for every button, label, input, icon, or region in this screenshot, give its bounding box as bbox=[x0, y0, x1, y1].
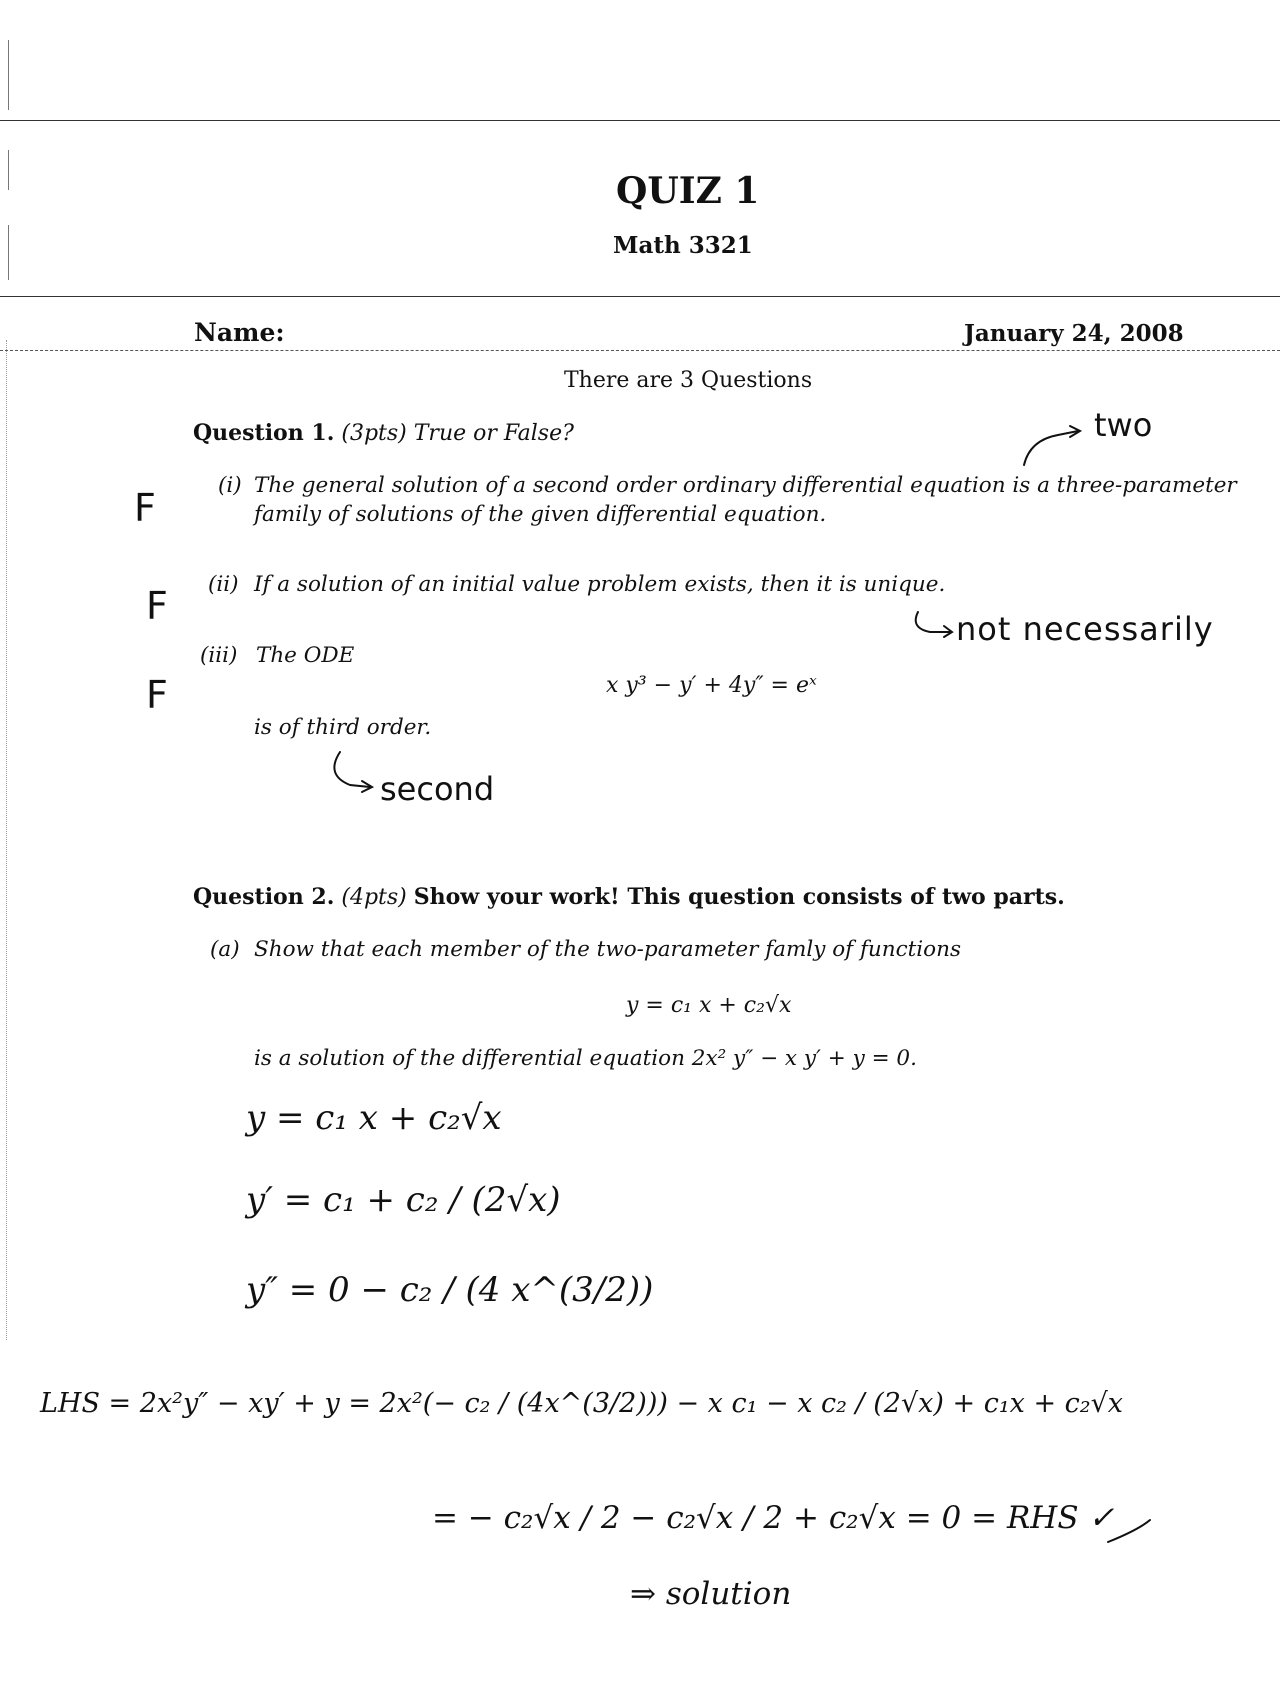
q1-item3-mark: F bbox=[146, 673, 168, 717]
q2a-equation: y = c₁ x + c₂√x bbox=[626, 993, 792, 1018]
work-line-conclusion: ⇒ solution bbox=[630, 1576, 792, 1612]
question2-heading bbox=[193, 884, 1065, 910]
q1-item2-num: (ii) bbox=[208, 572, 239, 597]
question1-points: (3pts) bbox=[341, 421, 407, 446]
q2a-num: (a) bbox=[210, 937, 240, 962]
q1-item1-text-line2: family of solutions of the given differential equation. bbox=[254, 502, 827, 527]
name-label: Name: bbox=[194, 318, 285, 347]
question2-label: Question 2. bbox=[193, 884, 335, 910]
work-line-y: y = c₁ x + c₂√x bbox=[246, 1098, 502, 1138]
work-line-yprime: y′ = c₁ + c₂ / (2√x) bbox=[246, 1180, 561, 1220]
question1-prompt: True or False? bbox=[413, 421, 574, 446]
question2-instruction: Show your work! This question consists of two parts. bbox=[413, 884, 1065, 910]
q1-item3-text: The ODE bbox=[256, 643, 355, 668]
question-count: There are 3 Questions bbox=[564, 368, 813, 393]
q1-item3-text-line2: is of third order. bbox=[254, 715, 432, 740]
work-line-simplify: = − c₂√x / 2 − c₂√x / 2 + c₂√x = 0 = RHS ✓ bbox=[432, 1500, 1115, 1536]
q1-item1-text-line1: The general solution of a second order ordinary differential equation is a three-parameter bbox=[254, 473, 1237, 498]
q1-item1-mark: F bbox=[134, 486, 156, 530]
work-line-lhs: LHS = 2x²y″ − xy′ + y = 2x²(− c₂ / (4x^(3/2))) − x c₁ − x c₂ / (2√x) + c₁x + c₂√x bbox=[40, 1388, 1124, 1419]
annotation-not-necessarily: not necessarily bbox=[956, 610, 1214, 648]
page-title: QUIZ 1 bbox=[616, 170, 760, 212]
annotation-second: second bbox=[380, 770, 495, 808]
q1-item3-equation: x y³ − y′ + 4y″ = eˣ bbox=[606, 673, 817, 698]
q1-item3-num: (iii) bbox=[200, 643, 238, 668]
quiz-date: January 24, 2008 bbox=[964, 320, 1184, 347]
question2-points: (4pts) bbox=[341, 885, 407, 910]
course-code: Math 3321 bbox=[613, 232, 753, 259]
q1-item2-mark: F bbox=[146, 584, 168, 628]
q1-item1-num: (i) bbox=[218, 473, 242, 498]
work-line-ydoubleprime: y″ = 0 − c₂ / (4 x^(3/2)) bbox=[246, 1270, 654, 1310]
q1-item2-text: If a solution of an initial value problem exists, then it is unique. bbox=[254, 572, 946, 597]
q2a-text2: is a solution of the differential equation 2x² y″ − x y′ + y = 0. bbox=[254, 1046, 917, 1071]
q2a-text: Show that each member of the two-parameter famly of functions bbox=[254, 937, 961, 962]
question1-label: Question 1. bbox=[193, 420, 335, 446]
annotation-two: two bbox=[1094, 406, 1153, 444]
